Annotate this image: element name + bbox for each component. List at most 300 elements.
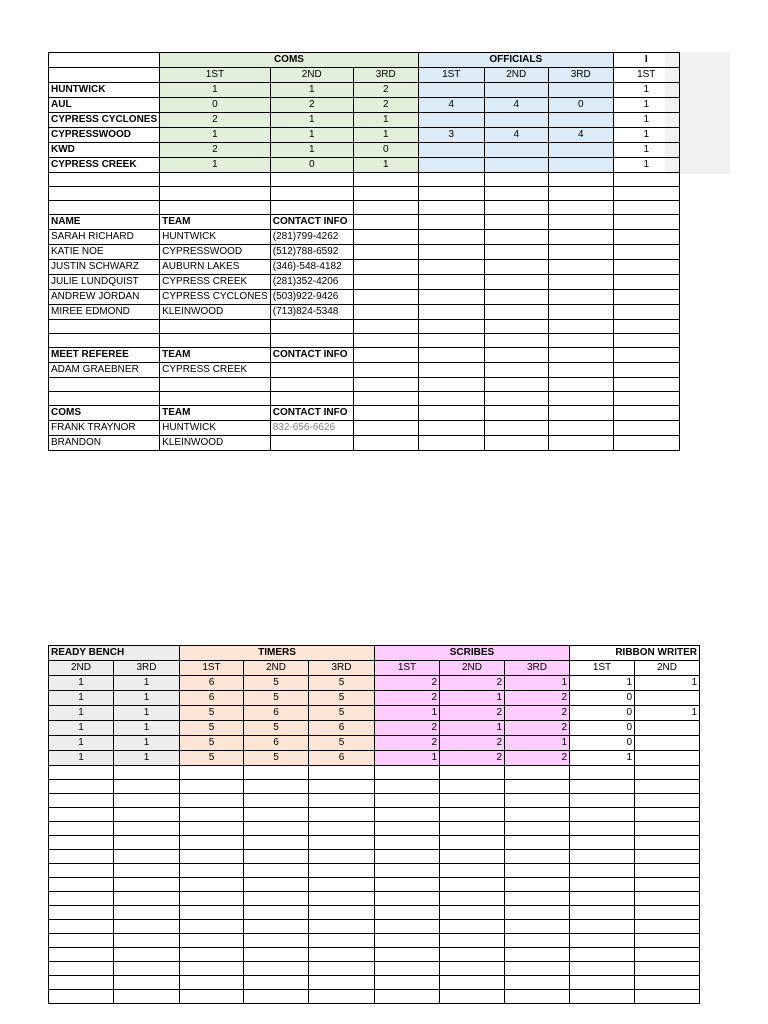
sub-header: 3RD bbox=[114, 661, 180, 676]
count-value: 5 bbox=[309, 676, 375, 691]
team-value: 4 bbox=[484, 98, 548, 113]
empty-cell bbox=[418, 290, 484, 305]
empty-cell bbox=[180, 878, 244, 892]
empty-cell bbox=[548, 201, 613, 215]
count-value: 5 bbox=[309, 706, 375, 721]
count-value bbox=[635, 751, 700, 766]
empty-cell bbox=[375, 822, 440, 836]
team-value: 1 bbox=[353, 158, 418, 173]
empty-cell bbox=[309, 878, 375, 892]
team-value: 1 bbox=[613, 83, 679, 98]
empty-cell bbox=[570, 836, 635, 850]
empty-cell bbox=[635, 990, 700, 1004]
empty-cell bbox=[309, 766, 375, 780]
empty-cell bbox=[418, 305, 484, 320]
count-value: 2 bbox=[505, 721, 570, 736]
empty-cell bbox=[484, 173, 548, 187]
contact-row-cell: (512)788-6592 bbox=[270, 245, 353, 260]
empty-cell bbox=[418, 363, 484, 378]
count-value: 1 bbox=[570, 676, 635, 691]
empty-cell bbox=[180, 990, 244, 1004]
count-value: 0 bbox=[570, 721, 635, 736]
empty-cell bbox=[160, 320, 271, 334]
empty-cell bbox=[375, 906, 440, 920]
contact-row-cell: CYPRESS CYCLONES bbox=[160, 290, 271, 305]
team-value: 1 bbox=[270, 128, 353, 143]
team-value: 4 bbox=[418, 98, 484, 113]
team-value: 2 bbox=[270, 98, 353, 113]
team-value: 0 bbox=[270, 158, 353, 173]
team-value: 1 bbox=[160, 83, 271, 98]
empty-cell bbox=[244, 976, 309, 990]
empty-cell bbox=[570, 892, 635, 906]
empty-cell bbox=[375, 934, 440, 948]
empty-cell bbox=[353, 436, 418, 451]
count-value: 1 bbox=[375, 751, 440, 766]
empty-cell bbox=[418, 421, 484, 436]
sub-header: 1ST bbox=[160, 68, 271, 83]
team-value bbox=[484, 158, 548, 173]
sub-header: 3RD bbox=[353, 68, 418, 83]
contact-row bbox=[49, 290, 680, 305]
empty-cell bbox=[418, 201, 484, 215]
group-header-coms: COMS bbox=[160, 53, 419, 68]
empty-cell bbox=[570, 906, 635, 920]
empty-cell bbox=[505, 920, 570, 934]
volunteer-summary-table bbox=[48, 52, 680, 451]
empty-cell bbox=[613, 378, 679, 392]
empty-cell bbox=[548, 260, 613, 275]
empty-cell bbox=[484, 245, 548, 260]
empty-cell bbox=[548, 436, 613, 451]
empty-cell bbox=[49, 378, 160, 392]
count-value: 5 bbox=[244, 676, 309, 691]
count-value: 1 bbox=[49, 676, 114, 691]
empty-cell bbox=[353, 406, 418, 421]
empty-cell bbox=[613, 215, 679, 230]
contacts-header-cell: TEAM bbox=[160, 215, 271, 230]
empty-cell bbox=[49, 187, 160, 201]
team-row bbox=[49, 143, 680, 158]
team-row bbox=[49, 83, 680, 98]
empty-cell bbox=[309, 836, 375, 850]
empty-cell bbox=[353, 348, 418, 363]
empty-cell bbox=[375, 878, 440, 892]
contact-row-cell: (503)922-9426 bbox=[270, 290, 353, 305]
empty-cell bbox=[484, 421, 548, 436]
empty-cell bbox=[114, 892, 180, 906]
empty-cell bbox=[484, 260, 548, 275]
count-value: 2 bbox=[440, 736, 505, 751]
empty-cell bbox=[244, 920, 309, 934]
count-value: 1 bbox=[49, 736, 114, 751]
empty-cell bbox=[180, 850, 244, 864]
contact-row-cell: AUBURN LAKES bbox=[160, 260, 271, 275]
count-value: 5 bbox=[180, 736, 244, 751]
team-value: 0 bbox=[548, 98, 613, 113]
empty-cell bbox=[244, 990, 309, 1004]
empty-cell bbox=[505, 976, 570, 990]
contacts-header-cell: CONTACT INFO bbox=[270, 215, 353, 230]
empty-cell bbox=[180, 962, 244, 976]
empty-cell bbox=[570, 878, 635, 892]
empty-cell bbox=[114, 808, 180, 822]
count-value: 5 bbox=[244, 691, 309, 706]
team-value: 1 bbox=[160, 158, 271, 173]
sub-header: 2ND bbox=[484, 68, 548, 83]
empty-cell bbox=[309, 976, 375, 990]
team-value: 2 bbox=[160, 113, 271, 128]
coms-row-cell: HUNTWICK bbox=[160, 421, 271, 436]
empty-cell bbox=[440, 990, 505, 1004]
empty-cell bbox=[114, 836, 180, 850]
empty-cell bbox=[505, 836, 570, 850]
empty-cell bbox=[49, 864, 114, 878]
empty-cell bbox=[440, 920, 505, 934]
count-value: 6 bbox=[180, 691, 244, 706]
empty-cell bbox=[375, 850, 440, 864]
empty-cell bbox=[270, 334, 353, 348]
coms-row-cell: FRANK TRAYNOR bbox=[49, 421, 160, 436]
contact-row bbox=[49, 260, 680, 275]
referee-header-cell: MEET REFEREE bbox=[49, 348, 160, 363]
empty-cell bbox=[613, 320, 679, 334]
sub-header: 1ST bbox=[180, 661, 244, 676]
contact-row-cell: KLEINWOOD bbox=[160, 305, 271, 320]
team-row bbox=[49, 158, 680, 173]
referee-header bbox=[49, 348, 680, 363]
empty-cell bbox=[244, 906, 309, 920]
empty-cell bbox=[484, 392, 548, 406]
team-value: 1 bbox=[613, 113, 679, 128]
count-value: 1 bbox=[114, 721, 180, 736]
empty-cell bbox=[49, 906, 114, 920]
empty-cell bbox=[114, 948, 180, 962]
count-value: 1 bbox=[49, 691, 114, 706]
count-row bbox=[49, 736, 700, 751]
contact-row-cell: JULIE LUNDQUIST bbox=[49, 275, 160, 290]
team-value bbox=[418, 158, 484, 173]
team-value: 4 bbox=[484, 128, 548, 143]
contacts-header-cell: NAME bbox=[49, 215, 160, 230]
empty-cell bbox=[548, 215, 613, 230]
empty-cell bbox=[160, 173, 271, 187]
count-value: 5 bbox=[309, 736, 375, 751]
empty-cell bbox=[114, 850, 180, 864]
empty-cell bbox=[353, 201, 418, 215]
empty-cell bbox=[418, 406, 484, 421]
empty-cell bbox=[613, 173, 679, 187]
contact-row bbox=[49, 275, 680, 290]
count-value: 2 bbox=[375, 736, 440, 751]
count-value: 1 bbox=[114, 751, 180, 766]
empty-cell bbox=[114, 780, 180, 794]
empty-cell bbox=[635, 780, 700, 794]
empty-cell bbox=[375, 948, 440, 962]
count-value: 6 bbox=[244, 736, 309, 751]
count-value: 2 bbox=[375, 721, 440, 736]
empty-cell bbox=[49, 920, 114, 934]
referee-row-cell bbox=[270, 363, 353, 378]
empty-cell bbox=[270, 392, 353, 406]
empty-cell bbox=[49, 320, 160, 334]
empty-cell bbox=[635, 836, 700, 850]
team-value: 1 bbox=[613, 158, 679, 173]
team-value: 4 bbox=[548, 128, 613, 143]
team-value bbox=[418, 83, 484, 98]
empty-cell bbox=[375, 962, 440, 976]
empty-cell bbox=[418, 215, 484, 230]
team-row bbox=[49, 128, 680, 143]
empty-cell bbox=[548, 173, 613, 187]
empty-cell bbox=[613, 348, 679, 363]
sub-header: 3RD bbox=[548, 68, 613, 83]
empty-cell bbox=[635, 766, 700, 780]
empty-cell bbox=[613, 421, 679, 436]
count-value: 5 bbox=[244, 751, 309, 766]
empty-cell bbox=[484, 275, 548, 290]
empty-cell bbox=[484, 348, 548, 363]
empty-cell bbox=[49, 822, 114, 836]
empty-cell bbox=[180, 864, 244, 878]
empty-cell bbox=[353, 260, 418, 275]
empty-cell bbox=[309, 892, 375, 906]
empty-cell bbox=[570, 850, 635, 864]
empty-cell bbox=[613, 406, 679, 421]
empty-cell bbox=[353, 187, 418, 201]
count-value: 5 bbox=[180, 721, 244, 736]
group-header-ready-bench: READY BENCH bbox=[49, 646, 180, 661]
empty-cell bbox=[375, 780, 440, 794]
referee-row-cell: CYPRESS CREEK bbox=[160, 363, 271, 378]
contacts-header bbox=[49, 215, 680, 230]
empty-cell bbox=[484, 320, 548, 334]
empty-cell bbox=[484, 230, 548, 245]
empty-cell bbox=[484, 201, 548, 215]
volunteer-detail-table bbox=[48, 645, 700, 1004]
empty-cell bbox=[180, 836, 244, 850]
contact-row-cell: (281)352-4206 bbox=[270, 275, 353, 290]
group-header-ribbon-writer: RIBBON WRITER bbox=[570, 646, 700, 661]
empty-cell bbox=[440, 808, 505, 822]
empty-cell bbox=[440, 906, 505, 920]
empty-cell bbox=[114, 794, 180, 808]
group-header-next: I bbox=[613, 53, 679, 68]
empty-cell bbox=[114, 962, 180, 976]
contact-row-cell: KATIE NOE bbox=[49, 245, 160, 260]
coms-header-cell: TEAM bbox=[160, 406, 271, 421]
count-row bbox=[49, 676, 700, 691]
empty-cell bbox=[49, 948, 114, 962]
empty-cell bbox=[548, 421, 613, 436]
count-value: 1 bbox=[114, 676, 180, 691]
count-value: 2 bbox=[440, 751, 505, 766]
empty-cell bbox=[375, 976, 440, 990]
referee-row-cell: ADAM GRAEBNER bbox=[49, 363, 160, 378]
empty-cell bbox=[505, 990, 570, 1004]
empty-cell bbox=[309, 780, 375, 794]
empty-cell bbox=[613, 392, 679, 406]
empty-cell bbox=[548, 275, 613, 290]
empty-cell bbox=[180, 808, 244, 822]
team-header-blank bbox=[49, 68, 160, 83]
count-value: 1 bbox=[114, 736, 180, 751]
team-value: 0 bbox=[160, 98, 271, 113]
empty-cell bbox=[635, 822, 700, 836]
empty-cell bbox=[613, 334, 679, 348]
team-value bbox=[484, 83, 548, 98]
contact-row-cell: HUNTWICK bbox=[160, 230, 271, 245]
count-value: 2 bbox=[375, 691, 440, 706]
empty-cell bbox=[484, 436, 548, 451]
empty-cell bbox=[244, 794, 309, 808]
count-value: 1 bbox=[114, 706, 180, 721]
empty-cell bbox=[418, 230, 484, 245]
empty-cell bbox=[440, 892, 505, 906]
count-value: 1 bbox=[440, 691, 505, 706]
empty-cell bbox=[418, 320, 484, 334]
empty-cell bbox=[244, 962, 309, 976]
empty-cell bbox=[49, 794, 114, 808]
team-value: 1 bbox=[270, 83, 353, 98]
empty-cell bbox=[309, 920, 375, 934]
empty-cell bbox=[613, 436, 679, 451]
empty-cell bbox=[613, 245, 679, 260]
empty-cell bbox=[270, 201, 353, 215]
empty-cell bbox=[49, 976, 114, 990]
empty-cell bbox=[440, 864, 505, 878]
referee-row bbox=[49, 363, 680, 378]
empty-cell bbox=[505, 864, 570, 878]
empty-cell bbox=[375, 808, 440, 822]
empty-cell bbox=[548, 392, 613, 406]
empty-cell bbox=[570, 794, 635, 808]
count-value: 5 bbox=[180, 706, 244, 721]
referee-header-cell: CONTACT INFO bbox=[270, 348, 353, 363]
empty-cell bbox=[570, 822, 635, 836]
team-value: 3 bbox=[418, 128, 484, 143]
empty-cell bbox=[570, 766, 635, 780]
empty-cell bbox=[309, 906, 375, 920]
empty-cell bbox=[114, 920, 180, 934]
empty-cell bbox=[635, 794, 700, 808]
empty-cell bbox=[375, 836, 440, 850]
empty-cell bbox=[375, 920, 440, 934]
empty-cell bbox=[244, 836, 309, 850]
count-value: 1 bbox=[49, 706, 114, 721]
empty-cell bbox=[484, 305, 548, 320]
count-value: 0 bbox=[570, 736, 635, 751]
empty-cell bbox=[353, 245, 418, 260]
empty-cell bbox=[635, 892, 700, 906]
empty-cell bbox=[309, 948, 375, 962]
empty-cell bbox=[440, 766, 505, 780]
team-name: KWD bbox=[49, 143, 160, 158]
team-value: 2 bbox=[353, 98, 418, 113]
corner-cell bbox=[49, 53, 160, 68]
contact-row bbox=[49, 230, 680, 245]
empty-cell bbox=[418, 245, 484, 260]
empty-cell bbox=[548, 363, 613, 378]
empty-cell bbox=[484, 215, 548, 230]
count-value bbox=[635, 721, 700, 736]
empty-cell bbox=[180, 920, 244, 934]
empty-cell bbox=[244, 766, 309, 780]
sub-header: 1ST bbox=[613, 68, 679, 83]
empty-cell bbox=[440, 794, 505, 808]
contact-row bbox=[49, 245, 680, 260]
empty-cell bbox=[309, 822, 375, 836]
count-value bbox=[635, 691, 700, 706]
contact-row-cell: JUSTIN SCHWARZ bbox=[49, 260, 160, 275]
empty-cell bbox=[160, 378, 271, 392]
empty-cell bbox=[114, 906, 180, 920]
empty-cell bbox=[570, 990, 635, 1004]
team-value: 1 bbox=[270, 143, 353, 158]
empty-cell bbox=[180, 948, 244, 962]
team-value bbox=[548, 113, 613, 128]
count-value: 2 bbox=[440, 676, 505, 691]
empty-cell bbox=[353, 421, 418, 436]
empty-cell bbox=[548, 348, 613, 363]
empty-cell bbox=[49, 934, 114, 948]
empty-cell bbox=[505, 948, 570, 962]
empty-cell bbox=[570, 864, 635, 878]
sub-header: 1ST bbox=[418, 68, 484, 83]
empty-cell bbox=[440, 822, 505, 836]
empty-cell bbox=[353, 363, 418, 378]
empty-cell bbox=[244, 850, 309, 864]
empty-cell bbox=[160, 334, 271, 348]
coms-row-cell: 832-656-6626 bbox=[270, 421, 353, 436]
count-value: 1 bbox=[440, 721, 505, 736]
empty-cell bbox=[49, 878, 114, 892]
count-value: 0 bbox=[570, 691, 635, 706]
empty-cell bbox=[635, 850, 700, 864]
empty-cell bbox=[613, 187, 679, 201]
team-value: 2 bbox=[353, 83, 418, 98]
empty-cell bbox=[244, 892, 309, 906]
sub-header: 1ST bbox=[375, 661, 440, 676]
referee-header-cell: TEAM bbox=[160, 348, 271, 363]
empty-cell bbox=[613, 260, 679, 275]
empty-cell bbox=[418, 348, 484, 363]
contact-row-cell: (713)824-5348 bbox=[270, 305, 353, 320]
empty-cell bbox=[484, 378, 548, 392]
sub-header: 3RD bbox=[309, 661, 375, 676]
empty-cell bbox=[375, 990, 440, 1004]
empty-cell bbox=[353, 290, 418, 305]
empty-cell bbox=[180, 892, 244, 906]
count-value: 1 bbox=[635, 706, 700, 721]
empty-cell bbox=[49, 850, 114, 864]
group-header-scribes: SCRIBES bbox=[375, 646, 570, 661]
empty-cell bbox=[49, 334, 160, 348]
empty-cell bbox=[505, 794, 570, 808]
empty-cell bbox=[309, 808, 375, 822]
empty-cell bbox=[548, 290, 613, 305]
empty-cell bbox=[180, 976, 244, 990]
empty-cell bbox=[309, 794, 375, 808]
empty-cell bbox=[484, 363, 548, 378]
team-value: 1 bbox=[613, 128, 679, 143]
team-value: 2 bbox=[160, 143, 271, 158]
count-value: 1 bbox=[114, 691, 180, 706]
coms-row-cell: KLEINWOOD bbox=[160, 436, 271, 451]
empty-cell bbox=[353, 392, 418, 406]
empty-cell bbox=[180, 822, 244, 836]
coms-header-cell: CONTACT INFO bbox=[270, 406, 353, 421]
